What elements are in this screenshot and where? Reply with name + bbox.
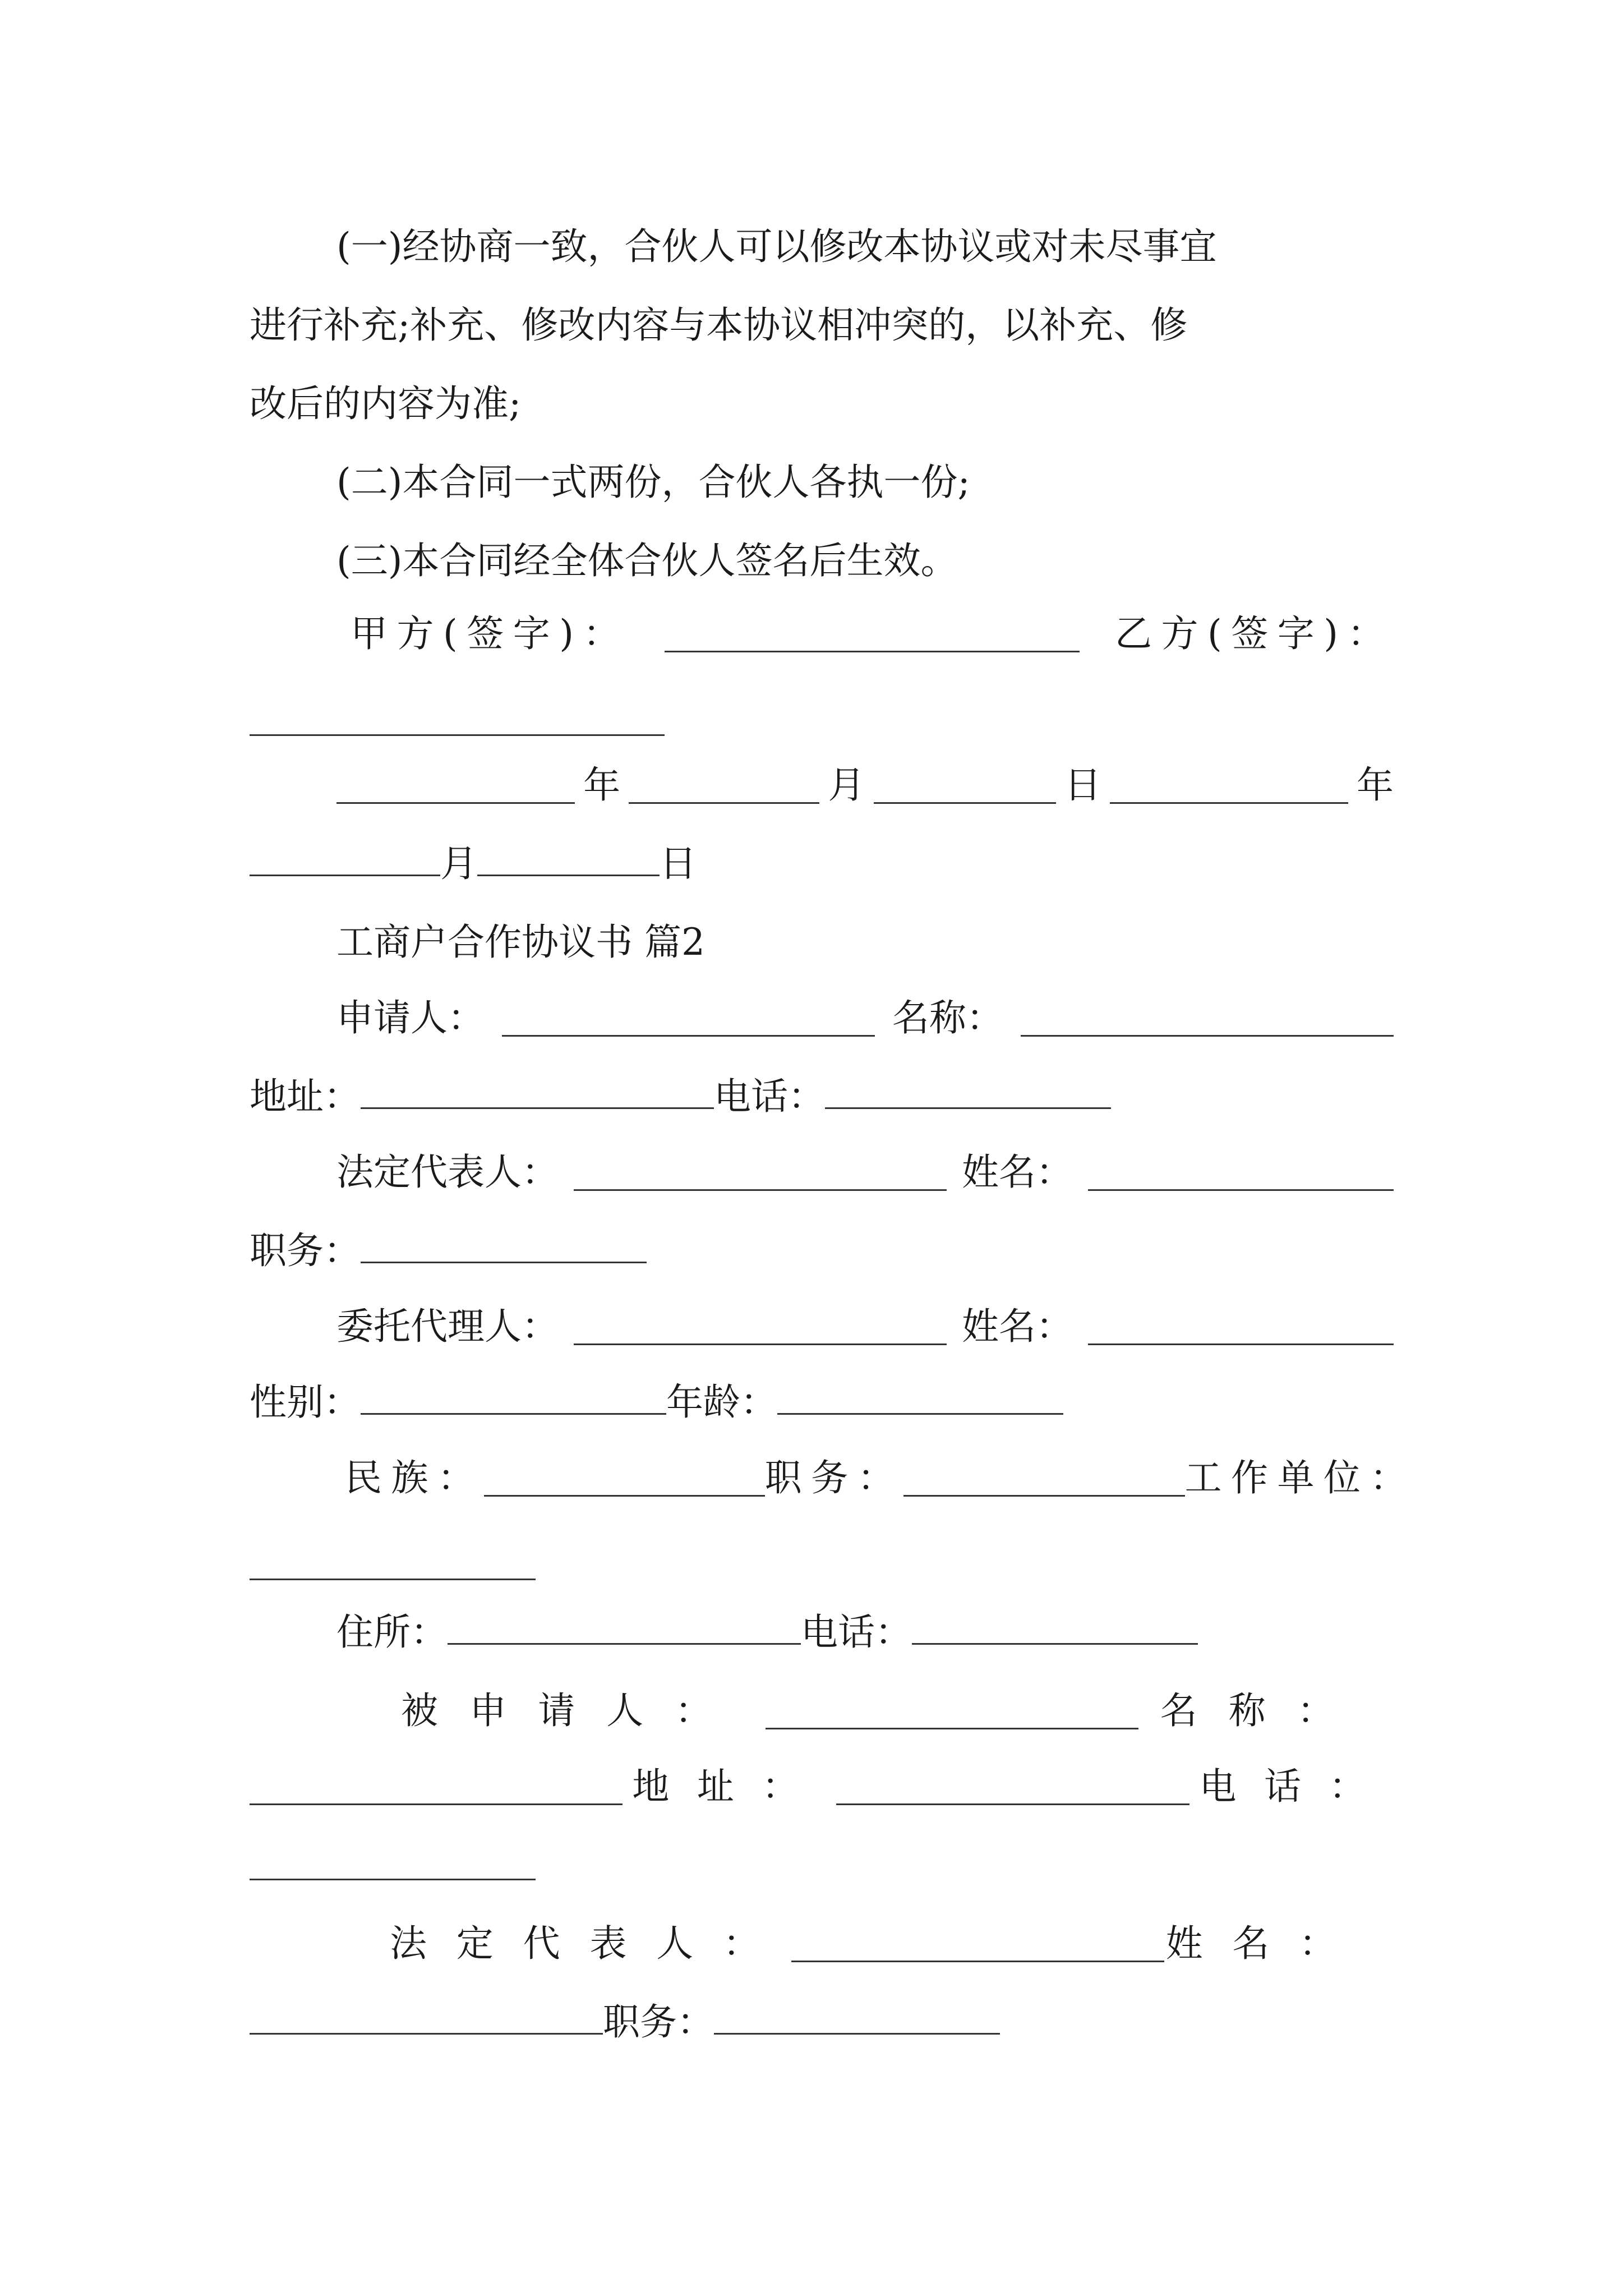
phone-label: 电话： (1199, 1765, 1394, 1808)
address-label: 地址： (250, 1075, 361, 1118)
year-label: 年 (583, 763, 621, 807)
position-blank[interactable] (903, 1460, 1184, 1497)
party-b-label: 乙方(签字)： (1115, 612, 1394, 655)
year-label: 年 (1356, 763, 1394, 807)
phone-label: 电话： (714, 1075, 825, 1118)
gender-blank[interactable] (361, 1378, 666, 1415)
paragraph-text: (二)本合同一式两份，合伙人各执一份; (336, 461, 970, 504)
paragraph-2 (336, 443, 1394, 522)
position-label: 职务： (250, 1229, 361, 1272)
month-blank[interactable] (629, 767, 819, 804)
paragraph-text: (一)经协商一致，合伙人可以修改本协议或对未尽事宜 (336, 225, 1217, 268)
residence-blank[interactable] (448, 1608, 801, 1645)
paragraph-1-line-2 (250, 286, 1394, 365)
day-blank[interactable] (874, 767, 1056, 804)
paragraph-text: 改后的内容为准; (250, 382, 522, 425)
ethnicity-label: 民族： (345, 1456, 484, 1499)
age-label: 年龄： (666, 1381, 777, 1424)
address-blank[interactable] (836, 1768, 1189, 1805)
phone-blank[interactable] (825, 1072, 1111, 1109)
party-b-signature-blank[interactable] (250, 699, 665, 736)
address-label: 地址： (632, 1765, 827, 1808)
legal-rep-label: 法定代表人： (336, 1151, 559, 1194)
applicant-label: 申请人： (336, 996, 485, 1039)
section-heading-text: 工商户合作协议书 篇2 (336, 921, 705, 964)
agent-label: 委托代理人： (336, 1305, 559, 1348)
paragraph-1-line-3 (250, 365, 1394, 443)
month-blank[interactable] (250, 839, 440, 876)
person-name-blank[interactable] (1088, 1308, 1394, 1345)
applicant-gender-age-line (250, 1363, 1394, 1442)
position-blank[interactable] (714, 1998, 1000, 2035)
phone-blank[interactable] (250, 1843, 536, 1880)
month-label: 月 (440, 842, 477, 885)
phone-label: 电话： (801, 1611, 912, 1654)
phone-blank[interactable] (912, 1608, 1198, 1645)
applicant-legal-rep-line (336, 1133, 1394, 1212)
age-blank[interactable] (777, 1378, 1063, 1415)
gender-label: 性别： (250, 1381, 361, 1424)
respondent-position-line (250, 1983, 1394, 2062)
name-label: 名称： (892, 996, 1003, 1039)
paragraph-3 (336, 522, 1394, 600)
signature-line (351, 595, 1394, 673)
paragraph-1-line-1 (336, 208, 1394, 286)
date-line-a (336, 746, 1394, 825)
person-name-blank[interactable] (250, 1998, 603, 2035)
respondent-legal-rep-line (390, 1904, 1366, 1983)
applicant-line (336, 979, 1394, 1057)
position-label: 职务： (764, 1456, 904, 1499)
person-name-blank[interactable] (1088, 1154, 1394, 1191)
workplace-label: 工作单位： (1184, 1456, 1416, 1499)
day-label: 日 (660, 842, 697, 885)
applicant-agent-line (336, 1287, 1394, 1366)
respondent-address-line (250, 1747, 1394, 1826)
day-label: 日 (1064, 763, 1101, 807)
date-line-b (250, 825, 1394, 903)
paragraph-text: (三)本合同经全体合伙人签名后生效。 (336, 539, 958, 582)
legal-rep-blank[interactable] (574, 1154, 947, 1191)
position-blank[interactable] (361, 1226, 647, 1263)
applicant-address-line (250, 1057, 1394, 1136)
month-label: 月 (828, 763, 865, 807)
respondent-blank[interactable] (766, 1692, 1138, 1729)
paragraph-text: 进行补充;补充、修改内容与本协议相冲突的，以补充、修 (250, 303, 1188, 347)
party-a-signature-blank[interactable] (665, 615, 1080, 652)
day-blank[interactable] (477, 839, 660, 876)
name-label: 名称： (1160, 1689, 1366, 1732)
position-label: 职务： (603, 2000, 714, 2044)
applicant-position-line (250, 1212, 1394, 1290)
applicant-ethnicity-line (345, 1439, 1416, 1517)
legal-rep-label: 法定代表人： (390, 1922, 790, 1965)
residence-label: 住所： (336, 1611, 448, 1654)
applicant-blank[interactable] (502, 1000, 875, 1037)
person-name-label: 姓名： (962, 1151, 1073, 1194)
year-blank[interactable] (336, 767, 575, 804)
section-heading (336, 903, 1394, 982)
person-name-label: 姓名： (1165, 1922, 1366, 1965)
name-blank[interactable] (1021, 1000, 1394, 1037)
ethnicity-blank[interactable] (484, 1460, 765, 1497)
name-blank[interactable] (250, 1768, 623, 1805)
year-blank[interactable] (1110, 767, 1348, 804)
agent-blank[interactable] (574, 1308, 947, 1345)
respondent-phone-line (250, 1829, 1394, 1907)
person-name-label: 姓名： (962, 1305, 1073, 1348)
party-a-label: 甲方(签字)： (351, 612, 629, 655)
workplace-blank[interactable] (250, 1543, 536, 1580)
respondent-label: 被申请人： (401, 1689, 744, 1732)
legal-rep-blank[interactable] (791, 1925, 1164, 1962)
address-blank[interactable] (361, 1072, 714, 1109)
applicant-residence-line (336, 1593, 1394, 1672)
respondent-line (401, 1672, 1366, 1750)
